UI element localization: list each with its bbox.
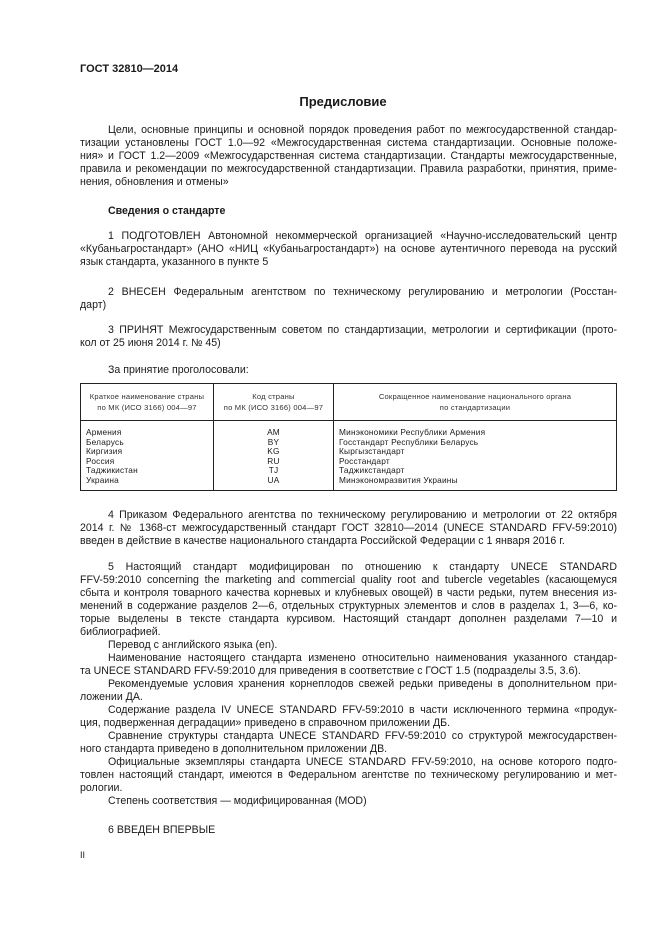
intro-paragraph — [80, 124, 617, 189]
body-cell: Минэкономразвития Украины — [334, 476, 617, 490]
header-line: по МК (ИСО 3166) 004—97 — [223, 403, 324, 412]
country-cell: Киргизия — [81, 447, 214, 457]
text-line: 3 ПРИНЯТ Межгосударственным советом по стандартизации, метрологии и сертификации (прото- — [108, 324, 617, 336]
text-line: Рекомендуемые условия хранения корнеплодов свежей редьки приведены в дополнительном при- — [108, 678, 617, 690]
item-5-paragraph — [80, 730, 617, 756]
voting-table — [80, 383, 617, 491]
text-line: ция, подверженная деградации» приведено в справочном приложении ДБ. — [80, 717, 451, 729]
text-line: язык стандарта, указанного в пункте 5 — [80, 256, 269, 268]
code-cell: AM — [214, 421, 334, 438]
code-cell: TJ — [214, 466, 334, 476]
code-cell: RU — [214, 457, 334, 467]
country-cell: Таджикистан — [81, 466, 214, 476]
item-5-paragraph — [80, 678, 617, 704]
item-3 — [80, 324, 617, 350]
item-5-paragraph — [80, 756, 617, 795]
text-line: нения, обновления и отмены» — [80, 176, 229, 188]
text-line: «Кубаньагростандарт» (АНО «НИЦ «Кубаньагростандарт») на основе аутентичного перевода на русский — [80, 243, 617, 255]
text-line: торые выделены в тексте стандарта курсивом. Настоящий стандарт дополнен разделами 7—10 и — [80, 613, 617, 625]
code-cell: BY — [214, 438, 334, 448]
voted-label: За принятие проголосовали: — [108, 364, 249, 376]
text-line: ного стандарта приведено в дополнительном приложении ДВ. — [80, 743, 388, 755]
country-cell: Беларусь — [81, 438, 214, 448]
text-line: дарт) — [80, 299, 107, 311]
text-line: рологии. — [80, 782, 123, 794]
text-line: 4 Приказом Федерального агентства по техническому регулированию и метрологии от 22 октября — [108, 509, 617, 521]
text-line: Содержание раздела IV UNECE STANDARD FFV-59:2010 в части исключенного термина «продук- — [108, 704, 617, 716]
page-number: II — [80, 850, 86, 860]
item-5 — [80, 561, 617, 808]
text-line: 6 ВВЕДЕН ВПЕРВЫЕ — [108, 824, 216, 836]
item-1 — [80, 230, 617, 269]
text-line: Наименование настоящего стандарта изменено относительно наименования указанного стандар- — [108, 652, 617, 664]
text-line: ложении ДА. — [80, 691, 143, 703]
document-header: ГОСТ 32810—2014 — [80, 63, 179, 75]
header-line: Краткое наименование страны — [89, 392, 205, 401]
item-5-paragraph — [80, 795, 617, 808]
col-header-country — [81, 384, 214, 421]
country-cell: Армения — [81, 421, 214, 438]
text-line: товлен настоящий стандарт, имеются в Федеральном агентстве по техническому регулированию и мет- — [80, 769, 617, 781]
item-5-paragraph — [80, 639, 617, 652]
text-line: 2 ВНЕСЕН Федеральным агентством по техническому регулированию и метрологии (Росстан- — [108, 286, 617, 298]
col-header-code — [214, 384, 334, 421]
body-cell: Таджикстандарт — [334, 466, 617, 476]
header-line: по МК (ИСО 3166) 004—97 — [97, 403, 197, 412]
text-line: Официальные экземпляры стандарта UNECE STANDARD FFV-59:2010, на основе которого подго- — [108, 756, 617, 768]
body-cell: Кыргызстандарт — [334, 447, 617, 457]
table-header-row — [81, 384, 617, 421]
header-line: Код страны — [252, 392, 295, 401]
text-line: Сравнение структуры стандарта UNECE STANDARD FFV-59:2010 со структурой межгосударствен- — [108, 730, 617, 742]
table-row — [81, 476, 617, 490]
page-title: Предисловие — [299, 94, 387, 109]
country-cell: Украина — [81, 476, 214, 490]
text-line: FFV-59:2010 concerning the marketing and commercial quality root and tubercle vegetables (касающемуся — [80, 574, 617, 586]
body-cell: Госстандарт Республики Беларусь — [334, 438, 617, 448]
voted-wrap — [80, 364, 617, 377]
text-line: библиографией. — [80, 626, 161, 638]
section-heading: Сведения о стандарте — [108, 205, 226, 217]
text-line: 5 Настоящий стандарт модифицирован по отношению к стандарту UNECE STANDARD — [108, 561, 617, 573]
text-line: кол от 25 июня 2014 г. № 45) — [80, 337, 221, 349]
text-line: Степень соответствия — модифицированная (MOD) — [108, 795, 367, 807]
header-line: по стандартизации — [439, 403, 511, 412]
text-line: сбыта и контроля товарного качества корневых и клубневых овощей) в части редьки, путем внесения из- — [80, 587, 617, 599]
text-line: 1 ПОДГОТОВЛЕН Автономной некоммерческой организацией «Научно-исследовательский центр — [108, 230, 617, 242]
country-cell: Россия — [81, 457, 214, 467]
table-row — [81, 421, 617, 438]
col-header-body — [334, 384, 617, 421]
section-heading-wrap — [80, 205, 617, 218]
item-6 — [80, 824, 617, 837]
text-line: правила и рекомендации по межгосударственной стандартизации. Правила разработки, принятия, приме- — [80, 163, 617, 175]
item-5-paragraph — [80, 652, 617, 678]
item-5-paragraph — [80, 704, 617, 730]
text-line: Цели, основные принципы и основной порядок проведения работ по межгосударственной стандар- — [108, 124, 617, 136]
text-line: та UNECE STANDARD FFV-59:2010 для приведения в соответствие с ГОСТ 1.5 (подразделы 3.5, 3.6). — [80, 665, 581, 677]
header-line: Сокращенное наименование национального органа — [378, 392, 572, 401]
text-line: Перевод с английского языка (en). — [108, 639, 278, 651]
item-2 — [80, 286, 617, 312]
code-cell: UA — [214, 476, 334, 490]
item-5-paragraph — [80, 561, 617, 639]
text-line: ния» и ГОСТ 1.2—2009 «Межгосударственная система стандартизации. Стандарты межгосударственные, — [80, 150, 617, 162]
item-4 — [80, 509, 617, 548]
body-cell: Минэкономики Республики Армения — [334, 421, 617, 438]
body-cell: Росстандарт — [334, 457, 617, 467]
text-line: 2014 г. № 1368-ст межгосударственный стандарт ГОСТ 32810—2014 (UNECE STANDARD FFV-59:2010) — [80, 522, 617, 534]
text-line: тизации установлены ГОСТ 1.0—92 «Межгосударственная система стандартизации. Основные положе- — [80, 137, 617, 149]
text-line: менений в содержание разделов 2—6, отдельных структурных элементов и слов в разделах 1, 3—6, ко- — [80, 600, 617, 612]
text-line: введен в действие в качестве национального стандарта Российской Федерации с 1 января 2016 г. — [80, 535, 565, 547]
code-cell: KG — [214, 447, 334, 457]
